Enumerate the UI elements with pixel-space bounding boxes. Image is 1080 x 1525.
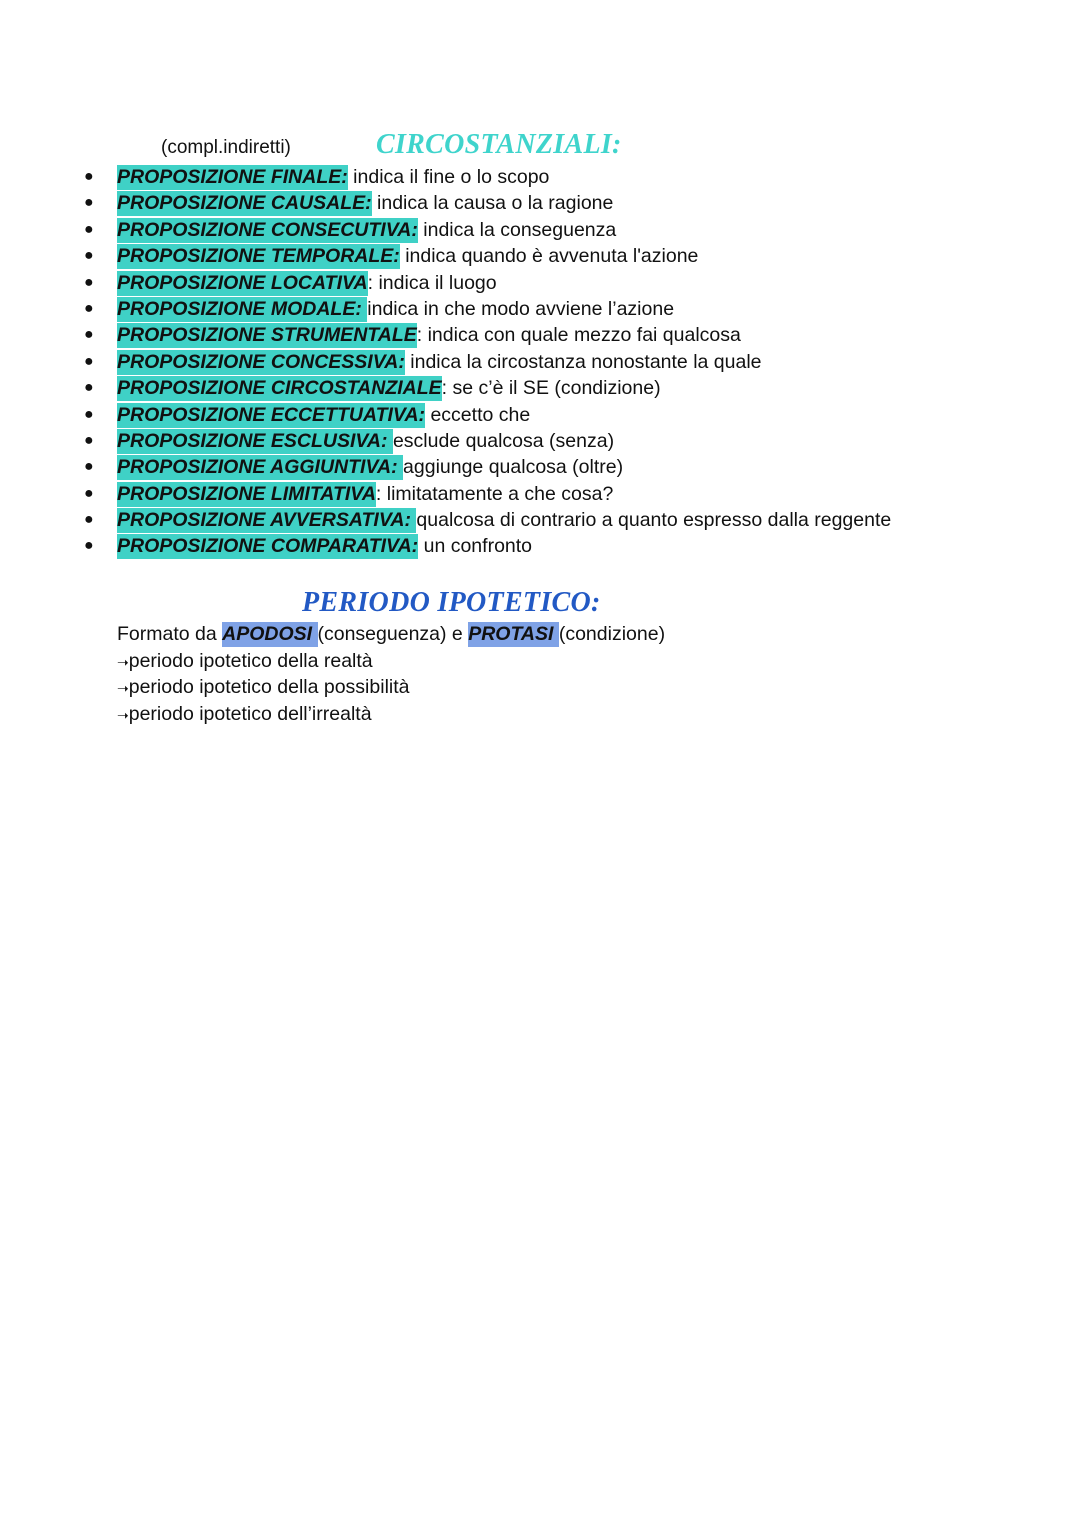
proposition-desc: indica la causa o la ragione: [371, 192, 614, 215]
compl-indiretti-note: (compl.indiretti): [161, 137, 291, 158]
proposition-term: PROPOSIZIONE CIRCOSTANZIALE: [117, 377, 442, 400]
proposition-desc: indica il fine o lo scopo: [347, 166, 550, 188]
list-item: [0, 533, 1080, 559]
proposition-term: PROPOSIZIONE COMPARATIVA:: [117, 535, 419, 558]
bullet-icon: ●: [84, 484, 94, 502]
proposition-term: PROPOSIZIONE LOCATIVA: [117, 271, 368, 294]
bullet-icon: ●: [84, 458, 94, 476]
proposition-term: PROPOSIZIONE ECCETTUATIVA:: [117, 403, 426, 426]
bullet-icon: ●: [84, 273, 94, 291]
proposition-desc: indica in che modo avviene l’azione: [367, 297, 675, 320]
list-item: [0, 243, 1080, 269]
proposition-term: PROPOSIZIONE CONCESSIVA:: [117, 350, 405, 373]
proposition-desc: aggiunge qualcosa (oltre): [403, 456, 624, 479]
circostanziali-heading-row: [0, 128, 1080, 164]
proposition-term: PROPOSIZIONE FINALE:: [117, 166, 348, 188]
proposition-term: PROPOSIZIONE STRUMENTALE: [117, 324, 417, 347]
list-item: [0, 507, 1080, 533]
bullet-icon: ●: [84, 405, 94, 423]
bullet-icon: ●: [84, 194, 94, 212]
proposition-desc: : se c’è il SE (condizione): [441, 377, 661, 400]
proposition-term: PROPOSIZIONE ESCLUSIVA:: [117, 429, 393, 452]
bullet-icon: ●: [84, 537, 94, 555]
bullet-icon: ●: [84, 168, 94, 185]
proposition-term: PROPOSIZIONE TEMPORALE:: [117, 245, 400, 268]
proposition-desc: indica la circostanza nonostante la quale: [404, 350, 762, 373]
list-item: [0, 217, 1080, 243]
proposition-desc: un confronto: [418, 535, 533, 558]
bullet-icon: ●: [84, 247, 94, 265]
list-item: [117, 701, 410, 727]
bullet-icon: ●: [84, 326, 94, 344]
list-item: [0, 375, 1080, 401]
proposition-term: PROPOSIZIONE AVVERSATIVA:: [117, 509, 417, 532]
periodo-ipotetico-title: PERIODO IPOTETICO:: [302, 587, 601, 618]
bullet-icon: ●: [84, 379, 94, 397]
list-item: [117, 648, 410, 674]
proposition-desc: : indica il luogo: [367, 271, 497, 294]
proposition-list: [0, 164, 1080, 560]
proposition-term: PROPOSIZIONE LIMITATIVA: [117, 482, 376, 505]
list-item: [0, 322, 1080, 348]
periodo-types-list: [117, 648, 410, 727]
formato-line: [117, 621, 665, 647]
formato-prefix: Formato da: [117, 623, 223, 645]
apodosi-desc: (conseguenza) e: [317, 623, 469, 645]
list-item: [0, 296, 1080, 322]
periodo-type-label: periodo ipotetico della possibilità: [128, 676, 410, 699]
bullet-icon: ●: [84, 220, 94, 238]
protasi-term: PROTASI: [468, 623, 559, 645]
list-item: [0, 270, 1080, 296]
list-item: [0, 349, 1080, 375]
right-arrow-icon: ➝: [117, 680, 129, 697]
list-item: [117, 674, 410, 700]
proposition-desc: eccetto che: [425, 403, 531, 426]
right-arrow-icon: ➝: [117, 706, 129, 723]
apodosi-term: APODOSI: [222, 623, 318, 645]
proposition-desc: indica la conseguenza: [417, 218, 617, 241]
bullet-icon: ●: [84, 431, 94, 449]
proposition-term: PROPOSIZIONE CAUSALE:: [117, 192, 372, 215]
bullet-icon: ●: [84, 299, 94, 317]
proposition-desc: qualcosa di contrario a quanto espresso dalla reggente: [416, 509, 892, 532]
bullet-icon: ●: [84, 352, 94, 370]
list-item: [0, 454, 1080, 480]
list-item: [0, 481, 1080, 507]
circostanziali-title: CIRCOSTANZIALI:: [376, 129, 622, 160]
proposition-desc: : indica con quale mezzo fai qualcosa: [416, 324, 741, 347]
list-item: [0, 190, 1080, 216]
proposition-desc: indica quando è avvenuta l'azione: [399, 245, 699, 268]
list-item: [0, 402, 1080, 428]
right-arrow-icon: ➝: [117, 654, 129, 670]
bullet-icon: ●: [84, 511, 94, 529]
proposition-term: PROPOSIZIONE AGGIUNTIVA:: [117, 456, 404, 479]
periodo-type-label: periodo ipotetico della realtà: [128, 650, 373, 672]
proposition-desc: : limitatamente a che cosa?: [375, 482, 614, 505]
proposition-term: PROPOSIZIONE CONSECUTIVA:: [117, 218, 418, 241]
periodo-type-label: periodo ipotetico dell’irrealtà: [128, 702, 372, 725]
list-item: [0, 164, 1080, 190]
list-item: [0, 428, 1080, 454]
protasi-desc: (condizione): [558, 623, 666, 645]
proposition-desc: esclude qualcosa (senza): [392, 429, 615, 452]
proposition-term: PROPOSIZIONE MODALE:: [117, 297, 368, 320]
